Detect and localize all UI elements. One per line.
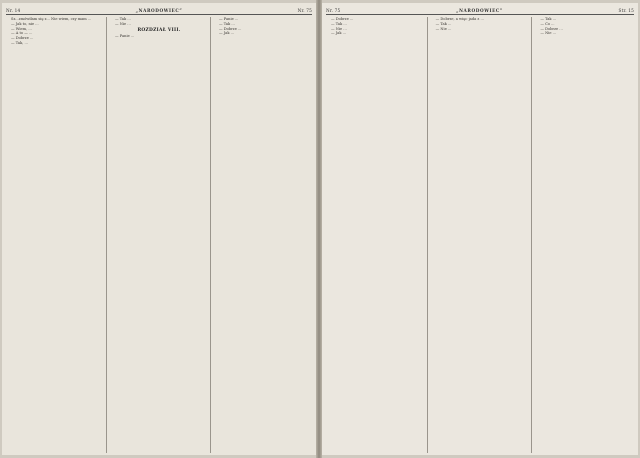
left-page xyxy=(2,3,316,455)
page-number: Nr. 14 xyxy=(6,7,21,13)
paragraph: — Dobrze ... xyxy=(219,26,242,31)
page-header xyxy=(326,6,634,15)
chapter-heading: ROZDZIAŁ VIII. xyxy=(137,28,181,34)
paragraph: — Tak ... xyxy=(540,17,557,21)
paragraph: — Nie ... xyxy=(435,26,452,31)
paragraph: — Tak ... xyxy=(435,21,452,26)
column-2 xyxy=(431,17,533,453)
column-3 xyxy=(214,17,312,453)
paragraph: — Nie ... xyxy=(331,26,347,31)
paragraph: — Nie ... xyxy=(540,31,557,36)
paragraph: — Jak ... xyxy=(219,31,235,36)
paragraph: — A to — ... xyxy=(11,31,33,36)
paragraph: — Dobrze ... xyxy=(11,36,34,41)
paragraph: — Panie ... xyxy=(115,34,135,39)
column-1 xyxy=(6,17,107,453)
paragraph: — Panie ... xyxy=(219,17,239,21)
paragraph: — Nie ... xyxy=(115,21,131,26)
paragraph: — Dobrze ... xyxy=(331,17,354,21)
paragraph: — Dobrze ... xyxy=(540,26,563,31)
text-columns xyxy=(6,17,312,453)
paragraph: — Tak, ... xyxy=(11,40,28,45)
paragraph: — Jak ... xyxy=(331,31,347,36)
page-number: Str. 15 xyxy=(618,7,634,13)
paragraph: — Jak to, nie ... xyxy=(11,21,39,26)
paragraph: — Co ... xyxy=(540,21,555,26)
column-1 xyxy=(326,17,428,453)
issue-number: Nr. 75 xyxy=(297,7,312,13)
issue-number: Nr. 75 xyxy=(326,7,341,13)
page-header xyxy=(6,6,312,15)
column-3 xyxy=(535,17,634,453)
column-2 xyxy=(110,17,211,453)
right-page xyxy=(322,3,638,455)
paragraph: — Dobrze, a więc jada z ... xyxy=(435,17,484,21)
paragraph: — Tak ... xyxy=(331,21,347,26)
paragraph: Sz...zmówiłam się z... Nie wiem, czy mam ... xyxy=(11,17,92,21)
paragraph: — Tak ... xyxy=(115,17,131,21)
masthead-title: „NARODOWIEC” xyxy=(456,7,503,13)
paragraph: — Tak ... xyxy=(219,21,235,26)
paragraph: — Wiem, ... xyxy=(11,26,32,31)
text-columns xyxy=(326,17,634,453)
masthead-title: „NARODOWIEC” xyxy=(135,7,183,13)
